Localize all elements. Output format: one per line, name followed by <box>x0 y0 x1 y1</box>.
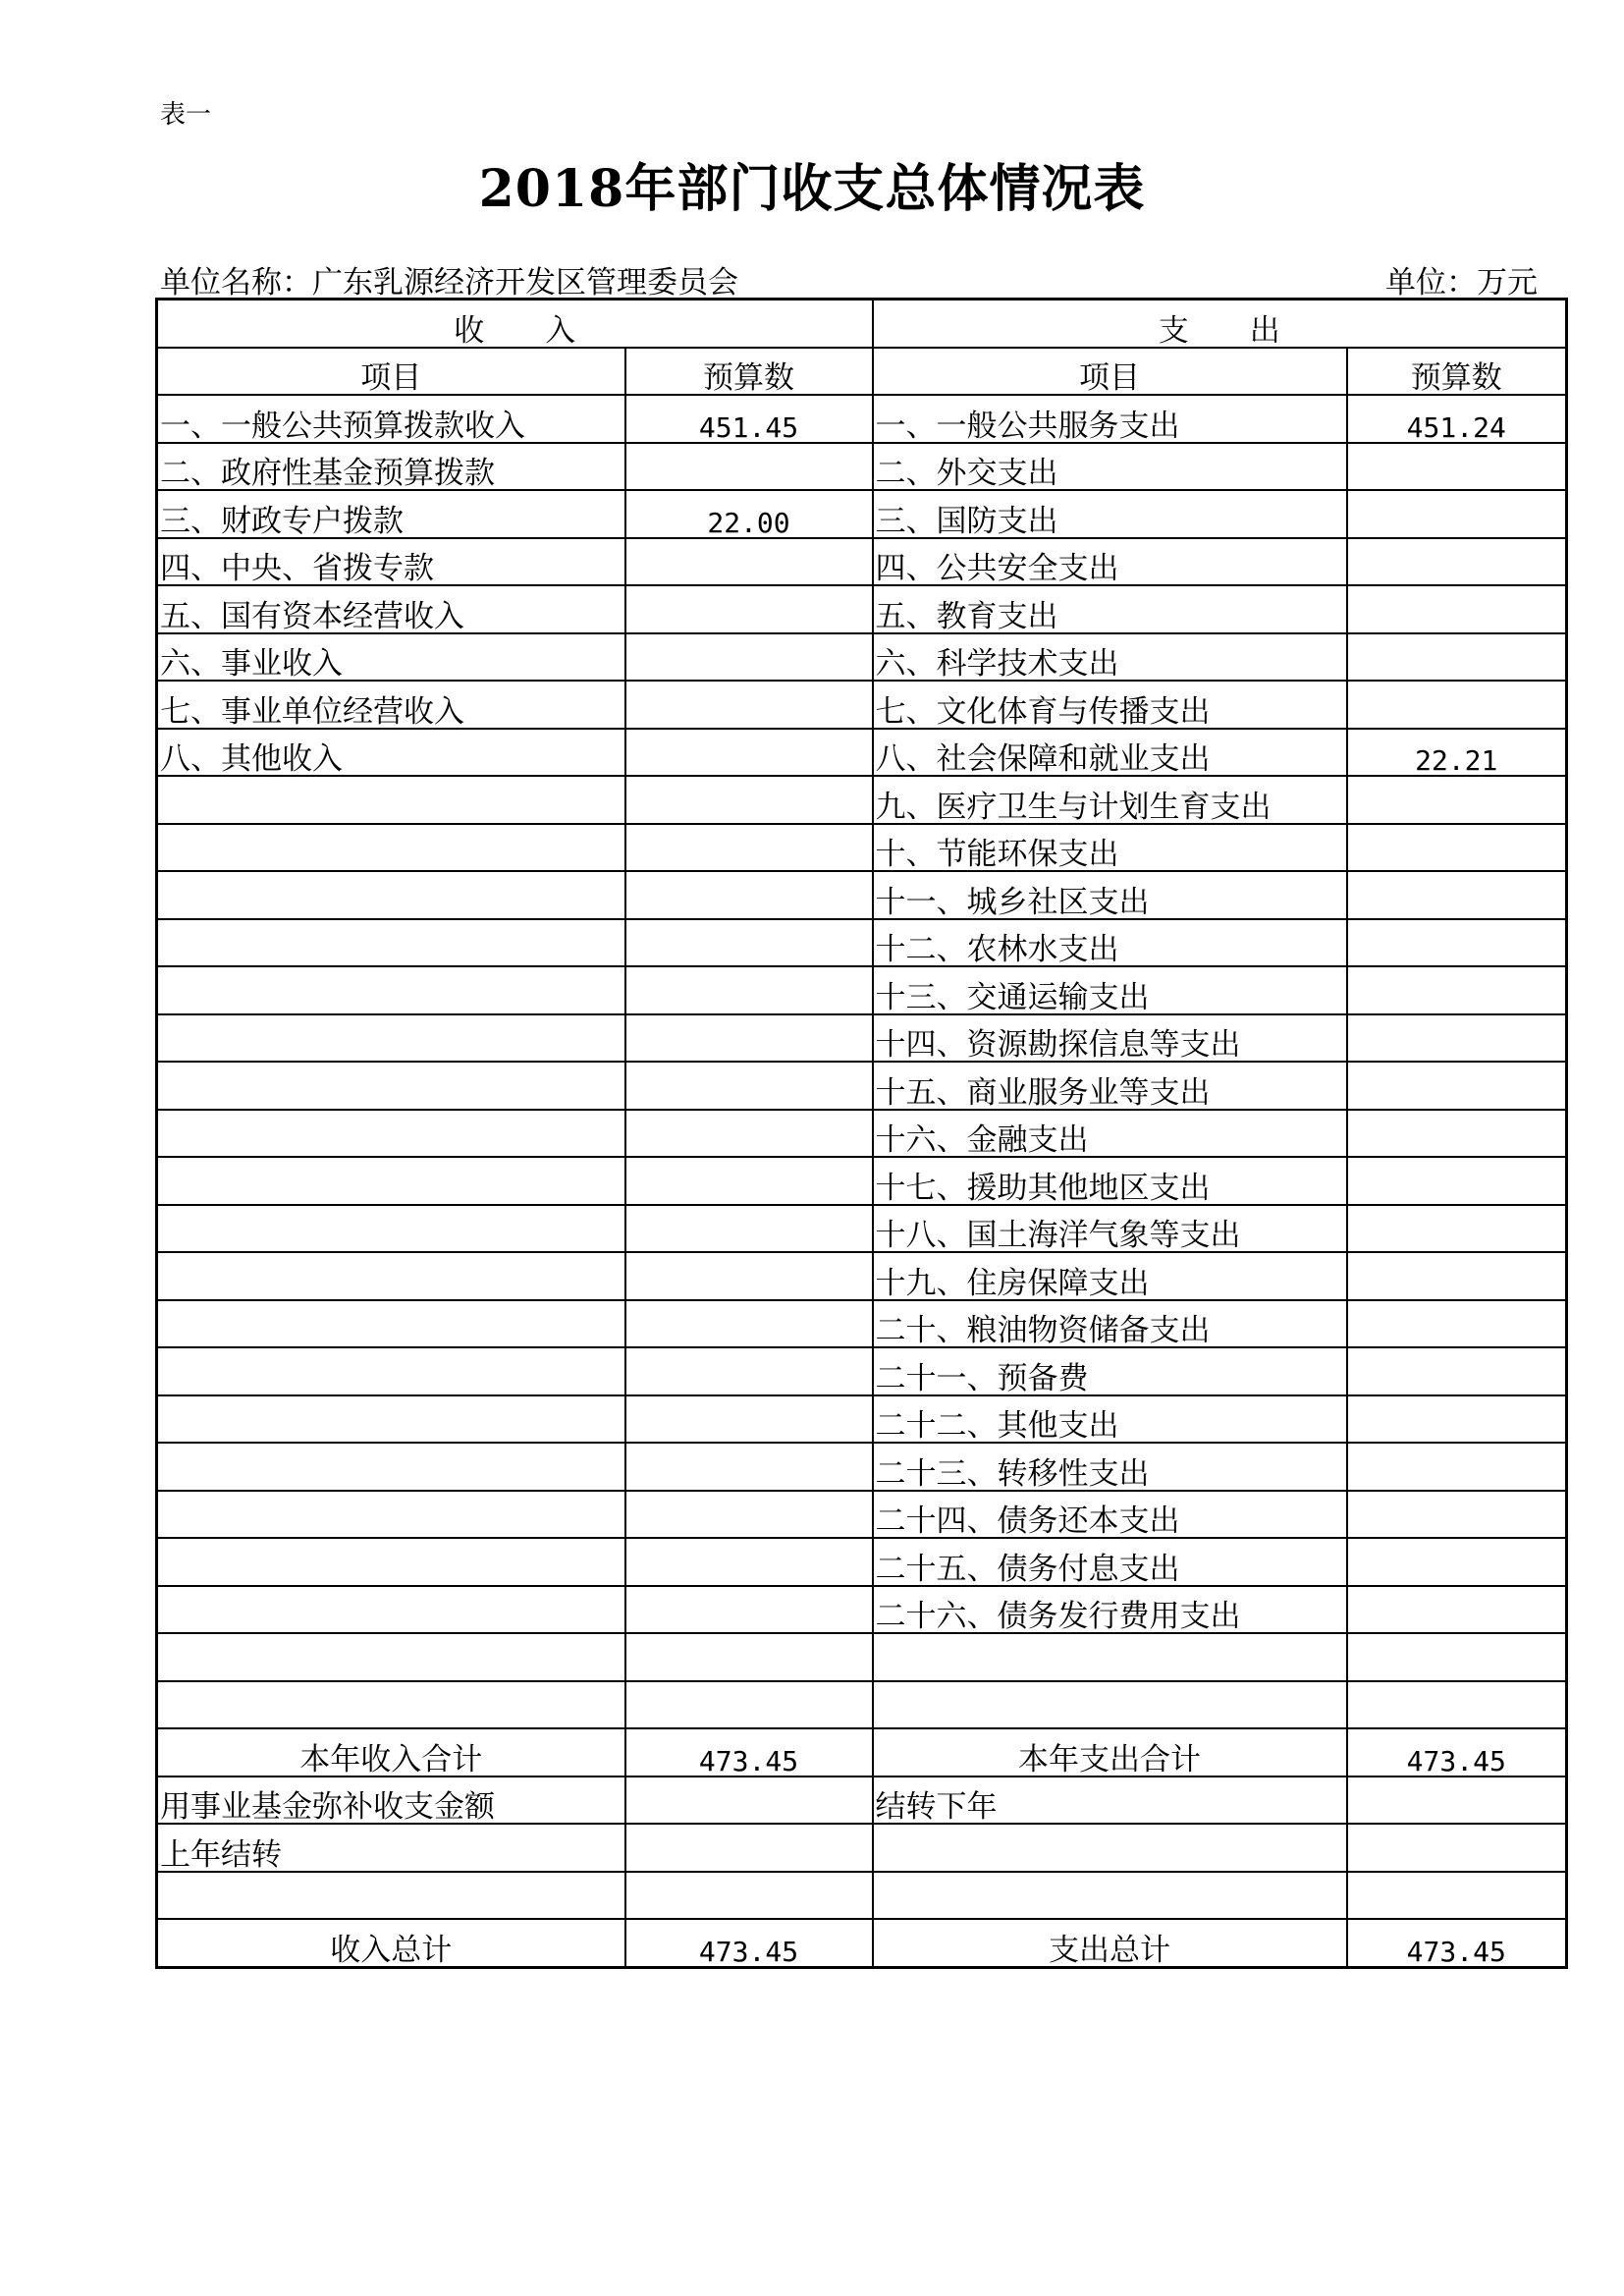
budget-table <box>155 298 1568 1969</box>
expense-item-cell: 十四、资源勘探信息等支出 <box>873 1014 1347 1063</box>
income-amount-cell <box>625 1395 873 1444</box>
income-item-cell: 三、财政专户拨款 <box>157 490 625 538</box>
budget-row <box>157 1633 1567 1681</box>
budget-row <box>157 776 1567 824</box>
expense-amount-cell <box>1347 1347 1567 1395</box>
income-amount-cell <box>625 443 873 491</box>
income-item-cell <box>157 1538 625 1586</box>
income-amount-cell <box>625 1681 873 1729</box>
income-item-cell <box>157 1062 625 1110</box>
income-amount-cell: 22.00 <box>625 490 873 538</box>
budget-row <box>157 1443 1567 1491</box>
income-amount-cell <box>625 1014 873 1063</box>
income-item-cell <box>157 776 625 824</box>
budget-row <box>157 1205 1567 1253</box>
expense-item-cell: 七、文化体育与传播支出 <box>873 681 1347 729</box>
carry-forward-amount <box>1347 1777 1567 1825</box>
expense-item-cell: 五、教育支出 <box>873 585 1347 633</box>
expense-amount-cell <box>1347 1538 1567 1586</box>
blank-cell <box>1347 1824 1567 1872</box>
expense-amount-cell <box>1347 1395 1567 1444</box>
budget-row <box>157 1110 1567 1158</box>
income-amount-cell <box>625 633 873 682</box>
blank-cell <box>873 1872 1347 1920</box>
expense-grand-label: 支出总计 <box>873 1919 1347 1967</box>
budget-row <box>157 585 1567 633</box>
year-income-total-label: 本年收入合计 <box>157 1728 625 1777</box>
expense-item-cell: 二十五、债务付息支出 <box>873 1538 1347 1586</box>
income-amount-cell <box>625 1300 873 1348</box>
income-amount-cell <box>625 1443 873 1491</box>
income-item-cell: 八、其他收入 <box>157 729 625 777</box>
budget-row <box>157 681 1567 729</box>
expense-item-cell: 二十四、债务还本支出 <box>873 1491 1347 1539</box>
income-item-cell: 四、中央、省拨专款 <box>157 538 625 586</box>
income-grand-total: 473.45 <box>625 1919 873 1967</box>
expense-item-cell: 十八、国土海洋气象等支出 <box>873 1205 1347 1253</box>
sheet-label: 表一 <box>160 100 212 130</box>
income-item-cell <box>157 1347 625 1395</box>
blank-cell <box>1347 1872 1567 1920</box>
expense-amount-cell <box>1347 1681 1567 1729</box>
expense-grand-total: 473.45 <box>1347 1919 1567 1967</box>
budget-row <box>157 1491 1567 1539</box>
expense-item-cell: 九、医疗卫生与计划生育支出 <box>873 776 1347 824</box>
income-amount-cell <box>625 776 873 824</box>
expense-item-cell: 十九、住房保障支出 <box>873 1252 1347 1300</box>
expense-amount-cell <box>1347 966 1567 1014</box>
expense-item-cell <box>873 1681 1347 1729</box>
income-amount-cell <box>625 1110 873 1158</box>
budget-row <box>157 871 1567 919</box>
income-amount-cell <box>625 1205 873 1253</box>
prior-year-label: 上年结转 <box>157 1824 625 1872</box>
income-amount-cell <box>625 538 873 586</box>
year-expense-total: 473.45 <box>1347 1728 1567 1777</box>
income-item-cell <box>157 1157 625 1205</box>
budget-row <box>157 1014 1567 1063</box>
fund-offset-label: 用事业基金弥补收支金额 <box>157 1777 625 1825</box>
income-item-cell <box>157 1586 625 1634</box>
expense-amount-cell <box>1347 1586 1567 1634</box>
income-item-cell <box>157 824 625 872</box>
expense-amount-cell <box>1347 919 1567 967</box>
expense-amount-cell <box>1347 871 1567 919</box>
budget-row <box>157 490 1567 538</box>
expense-amount-cell <box>1347 1633 1567 1681</box>
expense-item-cell: 二十、粮油物资储备支出 <box>873 1300 1347 1348</box>
expense-amount-cell: 22.21 <box>1347 729 1567 777</box>
expense-item-cell: 十五、商业服务业等支出 <box>873 1062 1347 1110</box>
income-item-cell <box>157 1300 625 1348</box>
budget-row <box>157 919 1567 967</box>
unit-label: 单位：万元 <box>1385 265 1538 301</box>
income-amount-cell <box>625 1347 873 1395</box>
expense-item-cell: 六、科学技术支出 <box>873 633 1347 682</box>
expense-amount-cell <box>1347 1110 1567 1158</box>
expense-amount-cell <box>1347 824 1567 872</box>
budget-row <box>157 633 1567 682</box>
income-section-header: 收 入 <box>157 300 873 348</box>
expense-amount-cell <box>1347 1252 1567 1300</box>
budget-row <box>157 1681 1567 1729</box>
expense-item-cell: 二、外交支出 <box>873 443 1347 491</box>
expense-item-cell: 十一、城乡社区支出 <box>873 871 1347 919</box>
expense-item-cell: 八、社会保障和就业支出 <box>873 729 1347 777</box>
year-expense-total-label: 本年支出合计 <box>873 1728 1347 1777</box>
income-item-cell <box>157 1395 625 1444</box>
expense-item-cell: 二十二、其他支出 <box>873 1395 1347 1444</box>
expense-item-cell: 一、一般公共服务支出 <box>873 395 1347 443</box>
budget-row <box>157 1586 1567 1634</box>
budget-row <box>157 1538 1567 1586</box>
income-grand-label: 收入总计 <box>157 1919 625 1967</box>
income-item-cell <box>157 919 625 967</box>
fund-offset-amount <box>625 1777 873 1825</box>
expense-amount-cell <box>1347 1205 1567 1253</box>
expense-item-cell: 三、国防支出 <box>873 490 1347 538</box>
income-amount-cell <box>625 729 873 777</box>
income-amount-cell <box>625 1633 873 1681</box>
income-item-cell <box>157 1443 625 1491</box>
income-budget-header: 预算数 <box>625 348 873 396</box>
income-amount-cell: 451.45 <box>625 395 873 443</box>
grand-total-row <box>157 1919 1567 1967</box>
carry-forward-label: 结转下年 <box>873 1777 1347 1825</box>
section-header-row <box>157 300 1567 348</box>
income-item-cell <box>157 1681 625 1729</box>
expense-amount-cell <box>1347 1491 1567 1539</box>
expense-item-cell: 十三、交通运输支出 <box>873 966 1347 1014</box>
budget-row <box>157 1300 1567 1348</box>
blank-cell <box>873 1824 1347 1872</box>
budget-row <box>157 1157 1567 1205</box>
expense-amount-cell <box>1347 1014 1567 1063</box>
income-amount-cell <box>625 871 873 919</box>
expense-item-cell <box>873 1633 1347 1681</box>
expense-item-cell: 二十六、债务发行费用支出 <box>873 1586 1347 1634</box>
income-item-cell: 五、国有资本经营收入 <box>157 585 625 633</box>
budget-row <box>157 729 1567 777</box>
budget-row <box>157 443 1567 491</box>
expense-amount-cell: 451.24 <box>1347 395 1567 443</box>
income-amount-cell <box>625 919 873 967</box>
year-total-row <box>157 1728 1567 1777</box>
income-amount-cell <box>625 1491 873 1539</box>
blank-cell <box>157 1872 625 1920</box>
expense-item-cell: 十二、农林水支出 <box>873 919 1347 967</box>
column-header-row <box>157 348 1567 396</box>
income-item-cell <box>157 871 625 919</box>
income-amount-cell <box>625 1157 873 1205</box>
year-income-total: 473.45 <box>625 1728 873 1777</box>
budget-row <box>157 1062 1567 1110</box>
expense-section-header: 支 出 <box>873 300 1567 348</box>
income-amount-cell <box>625 824 873 872</box>
budget-row <box>157 1395 1567 1444</box>
expense-item-header: 项目 <box>873 348 1347 396</box>
income-item-cell <box>157 1252 625 1300</box>
prior-year-amount <box>625 1824 873 1872</box>
unit-name: 单位名称：广东乳源经济开发区管理委员会 <box>160 265 738 301</box>
expense-amount-cell <box>1347 633 1567 682</box>
income-amount-cell <box>625 1586 873 1634</box>
budget-row <box>157 966 1567 1014</box>
income-item-cell: 一、一般公共预算拨款收入 <box>157 395 625 443</box>
budget-row <box>157 824 1567 872</box>
expense-item-cell: 四、公共安全支出 <box>873 538 1347 586</box>
fund-offset-row <box>157 1777 1567 1825</box>
expense-amount-cell <box>1347 1157 1567 1205</box>
income-item-cell: 六、事业收入 <box>157 633 625 682</box>
expense-amount-cell <box>1347 681 1567 729</box>
income-amount-cell <box>625 1062 873 1110</box>
income-amount-cell <box>625 585 873 633</box>
income-amount-cell <box>625 681 873 729</box>
income-item-cell <box>157 1014 625 1063</box>
income-amount-cell <box>625 966 873 1014</box>
income-item-cell: 七、事业单位经营收入 <box>157 681 625 729</box>
income-amount-cell <box>625 1252 873 1300</box>
expense-item-cell: 二十三、转移性支出 <box>873 1443 1347 1491</box>
expense-amount-cell <box>1347 1300 1567 1348</box>
expense-amount-cell <box>1347 490 1567 538</box>
expense-item-cell: 十、节能环保支出 <box>873 824 1347 872</box>
expense-amount-cell <box>1347 1062 1567 1110</box>
income-amount-cell <box>625 1538 873 1586</box>
prior-year-row <box>157 1824 1567 1872</box>
income-item-header: 项目 <box>157 348 625 396</box>
income-item-cell <box>157 1110 625 1158</box>
expense-amount-cell <box>1347 443 1567 491</box>
expense-item-cell: 十六、金融支出 <box>873 1110 1347 1158</box>
budget-row <box>157 1252 1567 1300</box>
budget-row <box>157 1347 1567 1395</box>
budget-row <box>157 538 1567 586</box>
expense-amount-cell <box>1347 776 1567 824</box>
budget-row <box>157 395 1567 443</box>
expense-item-cell: 二十一、预备费 <box>873 1347 1347 1395</box>
income-item-cell <box>157 1205 625 1253</box>
income-item-cell <box>157 1633 625 1681</box>
page-title: 2018年部门收支总体情况表 <box>478 159 1146 219</box>
blank-row <box>157 1872 1567 1920</box>
expense-amount-cell <box>1347 538 1567 586</box>
expense-budget-header: 预算数 <box>1347 348 1567 396</box>
expense-item-cell: 十七、援助其他地区支出 <box>873 1157 1347 1205</box>
expense-amount-cell <box>1347 585 1567 633</box>
income-item-cell <box>157 1491 625 1539</box>
expense-amount-cell <box>1347 1443 1567 1491</box>
income-item-cell <box>157 966 625 1014</box>
income-item-cell: 二、政府性基金预算拨款 <box>157 443 625 491</box>
blank-cell <box>625 1872 873 1920</box>
